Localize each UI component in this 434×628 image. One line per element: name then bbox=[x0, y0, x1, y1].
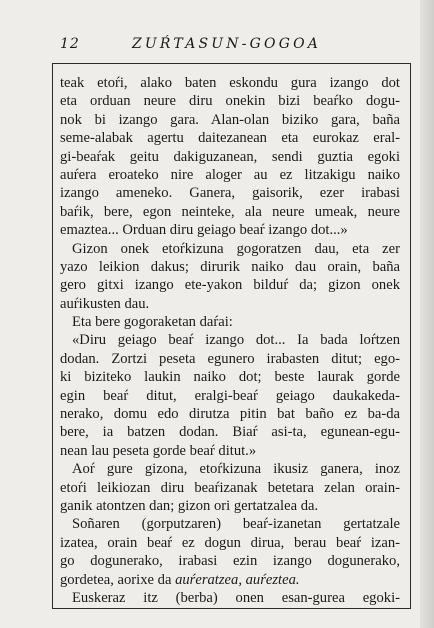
frame-rule-top bbox=[52, 63, 410, 64]
text-line: nok bi izango gara. Alan-olan biziko gara, baña bbox=[60, 111, 400, 128]
body-text bbox=[60, 74, 400, 607]
text-line: seme-alabak agertu daitezanean eta eurokaz eral- bbox=[60, 130, 400, 147]
text-line: teak etoŕi, alako baten eskondu gura izango dot bbox=[60, 75, 400, 91]
text-line: etoŕi leikiozan diru beaŕizanak betetara zelan orain- bbox=[60, 479, 400, 496]
text-line bbox=[60, 571, 400, 589]
text-line: Eta bere gogoraketan daŕai: bbox=[72, 314, 233, 331]
page-number: 12 bbox=[60, 36, 80, 52]
text-line: Euskeraz itz (berba) onen esan-gurea egoki- bbox=[72, 589, 400, 606]
frame-rule-left bbox=[52, 63, 53, 609]
text-line: Soñaren (gorputzaren) beaŕ-izanetan gertatzale bbox=[72, 516, 400, 533]
text-line: emaztea... Orduan diru geiago beaŕ izango dot...» bbox=[60, 222, 348, 239]
text-line-start: gordetea, aorixe da bbox=[60, 571, 172, 588]
text-line: eta orduan neure diru onekin bizi beaŕko dogu- bbox=[60, 93, 400, 110]
text-line: dodan. Zortzi peseta egunero irabasten ditut; ego- bbox=[60, 350, 400, 367]
frame-rule-bottom bbox=[52, 608, 410, 609]
text-line: Gizon onek etoŕkizuna gogoratzen dau, eta zer bbox=[72, 240, 400, 257]
text-line: baŕik, bere, egon neinteke, ala neure umeak, neure bbox=[60, 203, 400, 220]
text-line: Aoŕ gure gizona, etoŕkizuna ikusiz ganera, inoz bbox=[72, 461, 400, 478]
text-line: auŕikusten dau. bbox=[60, 295, 150, 312]
text-line: nerako, domu edo dirutza pitin bat baño ez ba-da bbox=[60, 406, 400, 423]
text-line: bere, ia batzen dodan. Biaŕ asi-ta, egunean-egu- bbox=[60, 424, 400, 441]
text-line: izatea, orain beaŕ ez dogun dirua, berau beaŕ izan- bbox=[60, 534, 400, 551]
text-line: gi-beaŕak geitu dakiguzanean, sendi guztia egoki bbox=[60, 148, 400, 165]
running-title: ZUŔTASUN-GOGOA bbox=[132, 36, 322, 52]
page-edge-shadow bbox=[420, 0, 434, 628]
text-line: «Diru geiago beaŕ izango dot... Ia bada loŕtzen bbox=[72, 332, 400, 349]
text-line: nean lau peseta gorde beaŕ ditut.» bbox=[60, 442, 257, 459]
italic-phrase: auŕeratzea, auŕeztea. bbox=[175, 571, 300, 588]
frame-rule-right bbox=[410, 63, 411, 609]
text-line: egin beaŕ ditut, eralgi-beaŕ geiago daukakeda- bbox=[60, 387, 400, 404]
text-line: go dogunerako, irabasi ezin izango dogunerako, bbox=[60, 553, 400, 570]
text-line: yazo leikion dakus; dirurik naiko dau orain, baña bbox=[60, 258, 400, 275]
text-line: ganik atontzen dan; gizon ori gertatzalea da. bbox=[60, 497, 319, 514]
text-line: ki biziteko laukin naiko dot; beste laurak gorde bbox=[60, 369, 400, 386]
text-line: gero gitxi izango ete-yakon bilduŕ da; gizon onek bbox=[60, 277, 400, 294]
page-header bbox=[60, 36, 408, 56]
text-line: izango ameneko. Ganera, gaisorik, ezer irabasi bbox=[60, 185, 400, 202]
text-line: auŕera eroateko nire aloger au ez litzakigu naiko bbox=[60, 166, 400, 183]
